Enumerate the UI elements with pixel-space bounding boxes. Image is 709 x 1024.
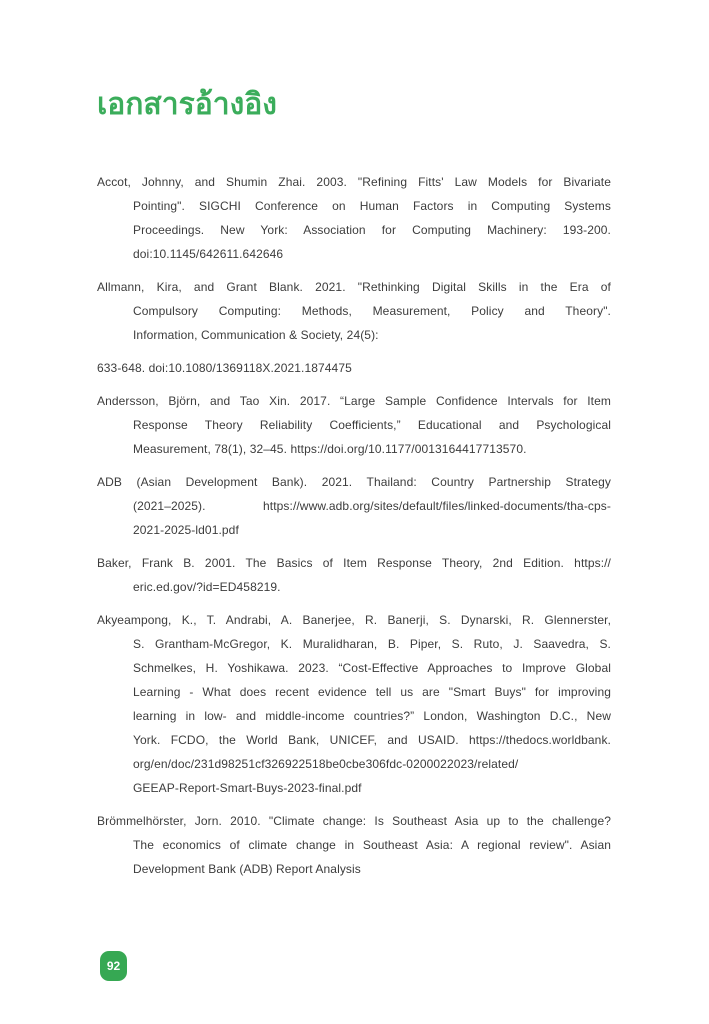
reference-entry [97,170,611,266]
reference-entry [97,275,611,347]
reference-line: The economics of climate change in Southeast Asia: A regional review". Asian [133,838,611,852]
reference-line: eric.ed.gov/?id=ED458219. [133,580,281,594]
reference-line: Pointing". SIGCHI Conference on Human Factors in Computing Systems [133,199,611,213]
reference-line: GEEAP-Report-Smart-Buys-2023-final.pdf [133,781,362,795]
reference-line: Response Theory Reliability Coefficients,” Educational and Psychological [133,418,611,432]
reference-entry [97,356,611,380]
reference-line: Accot, Johnny, and Shumin Zhai. 2003. "Refining Fitts' Law Models for Bivariate [97,175,611,189]
page-number-badge: 92 [100,951,127,981]
reference-line: Baker, Frank B. 2001. The Basics of Item Response Theory, 2nd Edition. https:// [97,556,611,570]
reference-line: org/en/doc/231d98251cf326922518be0cbe306fdc-0200022023/related/ [133,757,519,771]
reference-entry [97,470,611,542]
reference-line: learning in low- and middle-income countries?” London, Washington D.C., New [133,709,611,723]
reference-line: Andersson, Björn, and Tao Xin. 2017. “Large Sample Confidence Intervals for Item [97,394,611,408]
reference-entry [97,608,611,800]
reference-line: Information, Communication & Society, 24(5): [133,328,379,342]
reference-line: Proceedings. New York: Association for Computing Machinery: 193-200. [133,223,611,237]
reference-line: Allmann, Kira, and Grant Blank. 2021. "Rethinking Digital Skills in the Era of [97,280,611,294]
references-list [97,170,611,881]
reference-line: Akyeampong, K., T. Andrabi, A. Banerjee, R. Banerji, S. Dynarski, R. Glennerster, [97,613,611,627]
reference-line: York. FCDO, the World Bank, UNICEF, and USAID. https://thedocs.worldbank. [133,733,611,747]
reference-entry [97,551,611,599]
reference-line: Development Bank (ADB) Report Analysis [133,862,361,876]
reference-line: ADB (Asian Development Bank). 2021. Thailand: Country Partnership Strategy [97,475,611,489]
reference-line: 2021-2025-ld01.pdf [133,523,239,537]
reference-line: Learning - What does recent evidence tell us are "Smart Buys" for improving [133,685,611,699]
page-title: เอกสารอ้างอิง [97,88,277,121]
page-content [97,86,611,890]
reference-line: S. Grantham-McGregor, K. Muralidharan, B. Piper, S. Ruto, J. Saavedra, S. [133,637,611,651]
reference-entry [97,389,611,461]
reference-line: Compulsory Computing: Methods, Measurement, Policy and Theory". [133,304,611,318]
reference-line: Schmelkes, H. Yoshikawa. 2023. “Cost-Effective Approaches to Improve Global [133,661,611,675]
reference-entry [97,809,611,881]
reference-line: Measurement, 78(1), 32–45. https://doi.org/10.1177/0013164417713570. [133,442,527,456]
reference-line: Brömmelhörster, Jorn. 2010. "Climate change: Is Southeast Asia up to the challenge? [97,814,611,828]
reference-line: 633-648. doi:10.1080/1369118X.2021.1874475 [97,361,352,375]
reference-line: doi:10.1145/642611.642646 [133,247,284,261]
reference-line: (2021–2025). https://www.adb.org/sites/default/files/linked-documents/tha-cps- [133,499,611,513]
